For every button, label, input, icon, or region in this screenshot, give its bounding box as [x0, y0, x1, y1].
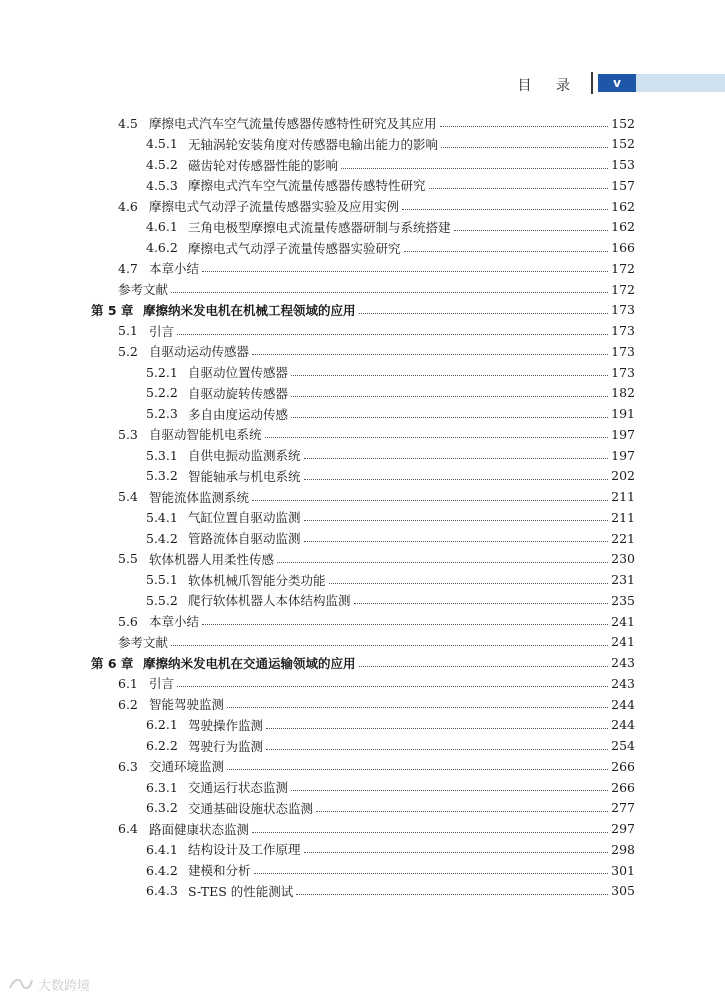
toc-dot-leader — [252, 353, 608, 355]
toc-entry-number: 5.2.3 — [146, 406, 178, 421]
toc-entry-page: 173 — [611, 364, 635, 380]
toc-entry-page: 166 — [611, 240, 635, 255]
toc-entry-page: 305 — [611, 883, 635, 899]
toc-entry-title: 摩擦电式气动浮子流量传感器实验研究 — [188, 240, 401, 256]
toc-entry-page: 243 — [611, 655, 635, 670]
toc-entry-page: 297 — [611, 821, 635, 836]
toc-entry-page: 230 — [611, 551, 635, 567]
toc-entry-number: 6.4.3 — [146, 883, 178, 899]
toc-entry-number: 6.2.1 — [146, 717, 178, 733]
toc-entry-page: 254 — [611, 738, 635, 753]
toc-section-entry[interactable] — [118, 340, 635, 362]
toc-section-entry[interactable] — [118, 112, 635, 134]
toc-subsection-entry[interactable] — [146, 776, 635, 798]
toc-entry-page: 173 — [611, 323, 635, 338]
toc-entry-title: 引言 — [149, 676, 175, 692]
toc-entry-page: 266 — [611, 758, 635, 774]
toc-entry-page: 301 — [611, 862, 635, 878]
toc-dot-leader — [277, 561, 608, 563]
toc-entry-page: 211 — [611, 509, 635, 525]
toc-entry-page: 182 — [611, 385, 635, 401]
toc-entry-title: 摩擦电式汽车空气流量传感器传感特性研究及其应用 — [149, 116, 437, 131]
toc-dot-leader — [404, 250, 609, 252]
toc-entry-page: 197 — [611, 426, 635, 442]
toc-entry-number: 5.2.2 — [146, 385, 178, 401]
toc-entry-number: 5.5 — [118, 551, 138, 567]
toc-entry-number: 5.3 — [118, 426, 138, 442]
toc-entry-page: 153 — [611, 157, 635, 172]
toc-subsection-entry[interactable] — [146, 216, 635, 238]
toc-subsection-entry[interactable] — [146, 714, 635, 736]
toc-entry-title: 交通基础设施状态监测 — [188, 800, 314, 816]
toc-subsection-entry[interactable] — [146, 403, 635, 425]
toc-entry-number: 6.2 — [118, 696, 138, 712]
toc-dot-leader — [254, 872, 609, 874]
toc-subsection-entry[interactable] — [146, 133, 635, 155]
toc-entry-title: 交通环境监测 — [149, 759, 225, 775]
toc-entry-title: 无轴涡轮安装角度对传感器电输出能力的影响 — [188, 136, 439, 152]
toc-entry-page: 162 — [611, 198, 635, 214]
toc-entry-title: 建模和分析 — [188, 863, 251, 878]
toc-entry-number: 4.5.3 — [146, 177, 178, 193]
toc-dot-leader — [429, 187, 609, 189]
toc-entry-number: 5.5.2 — [146, 592, 178, 608]
toc-subsection-entry[interactable] — [146, 506, 635, 528]
toc-entry-number: 5.4.2 — [146, 530, 178, 546]
toc-dot-leader — [227, 706, 608, 708]
toc-section-entry[interactable] — [118, 610, 635, 632]
toc-entry-page: 152 — [611, 115, 635, 131]
toc-entry-title: 智能轴承与机电系统 — [188, 468, 301, 484]
toc-dot-leader — [171, 291, 608, 293]
toc-entry-page: 241 — [611, 613, 635, 629]
toc-entry-title: 摩擦电式汽车空气流量传感器传感特性研究 — [188, 178, 426, 194]
page-number-badge: v — [598, 74, 636, 92]
toc-dot-leader — [329, 582, 609, 584]
toc-entry-title: 驾驶操作监测 — [188, 717, 264, 733]
toc-subsection-entry[interactable] — [146, 444, 635, 466]
toc-section-entry[interactable] — [118, 693, 635, 715]
toc-dot-leader — [252, 831, 608, 833]
toc-section-entry[interactable] — [118, 195, 635, 217]
toc-dot-leader — [440, 125, 609, 127]
toc-entry-number: 6.3.2 — [146, 800, 178, 816]
toc-dot-leader — [265, 436, 609, 438]
toc-section-entry[interactable] — [118, 278, 635, 300]
toc-subsection-entry[interactable] — [146, 382, 635, 404]
toc-entry-title: 三角电极型摩擦电式流量传感器研制与系统搭建 — [188, 219, 451, 235]
toc-section-entry[interactable] — [118, 548, 635, 570]
toc-entry-title: 摩擦纳米发电机在机械工程领域的应用 — [143, 302, 356, 318]
toc-subsection-entry[interactable] — [146, 174, 635, 196]
toc-section-entry[interactable] — [118, 818, 635, 840]
toc-section-entry[interactable] — [118, 486, 635, 508]
toc-dot-leader — [304, 540, 609, 542]
toc-entry-number: 5.3.2 — [146, 468, 178, 484]
toc-dot-leader — [304, 457, 609, 459]
toc-entry-number: 6.4.2 — [146, 862, 178, 878]
toc-dot-leader — [177, 333, 608, 335]
toc-entry-title: 自驱动运动传感器 — [149, 344, 250, 360]
toc-entry-page: 152 — [611, 136, 635, 152]
toc-chapter-entry[interactable] — [91, 652, 635, 674]
toc-entry-page: 211 — [611, 489, 635, 504]
toc-chapter-entry[interactable] — [91, 299, 635, 321]
toc-entry-page: 235 — [611, 592, 635, 608]
toc-subsection-entry[interactable] — [146, 465, 635, 487]
toc-subsection-entry[interactable] — [146, 527, 635, 549]
toc-subsection-entry[interactable] — [146, 361, 635, 383]
header-divider — [591, 72, 593, 94]
toc-entry-page: 221 — [611, 530, 635, 546]
toc-dot-leader — [441, 146, 608, 148]
toc-entry-number: 5.6 — [118, 613, 138, 629]
toc-section-entry[interactable] — [118, 423, 635, 445]
toc-entry-title: 交通运行状态监测 — [188, 780, 289, 795]
toc-entry-title: 智能流体监测系统 — [149, 489, 250, 505]
toc-entry-page: 172 — [611, 281, 635, 297]
toc-entry-title: 自驱动位置传感器 — [188, 365, 289, 380]
toc-entry-title: 多自由度运动传感 — [188, 406, 289, 422]
toc-dot-leader — [354, 602, 609, 604]
toc-entry-number: 5.5.1 — [146, 572, 178, 587]
toc-subsection-entry[interactable] — [146, 797, 635, 819]
toc-entry-page: 266 — [611, 779, 635, 795]
running-header — [0, 72, 725, 96]
toc-entry-page: 157 — [611, 177, 635, 193]
toc-entry-number: 6.3 — [118, 758, 138, 774]
toc-entry-number: 第 6 章 — [91, 655, 134, 671]
toc-dot-leader — [304, 851, 609, 853]
toc-section-entry[interactable] — [118, 672, 635, 694]
toc-dot-leader — [252, 499, 608, 501]
toc-subsection-entry[interactable] — [146, 589, 635, 611]
toc-dot-leader — [291, 395, 608, 397]
toc-entry-page: 243 — [611, 675, 635, 691]
toc-section-entry[interactable] — [118, 320, 635, 342]
toc-entry-title: 管路流体自驱动监测 — [188, 531, 301, 546]
toc-entry-title: 磁齿轮对传感器性能的影响 — [188, 157, 339, 173]
toc-entry-title: 引言 — [149, 323, 175, 339]
toc-entry-number: 4.7 — [118, 260, 138, 276]
toc-entry-page: 202 — [611, 468, 635, 484]
toc-dot-leader — [341, 167, 608, 169]
header-color-bar — [636, 74, 725, 92]
toc-entry-number: 6.4 — [118, 821, 138, 836]
toc-dot-leader — [227, 768, 608, 770]
toc-entry-title: 摩擦纳米发电机在交通运输领域的应用 — [143, 655, 356, 671]
toc-entry-title: 参考文献 — [118, 282, 169, 297]
toc-subsection-entry[interactable] — [146, 880, 635, 902]
toc-entry-title: 本章小结 — [149, 614, 200, 629]
toc-entry-title: 驾驶行为监测 — [188, 738, 264, 754]
watermark-logo-icon — [8, 976, 34, 992]
toc-entry-page: 244 — [611, 696, 635, 712]
toc-entry-number: 6.3.1 — [146, 779, 178, 795]
toc-entry-page: 173 — [611, 302, 635, 318]
toc-entry-number: 4.6.1 — [146, 219, 178, 235]
toc-dot-leader — [202, 270, 608, 272]
toc-entry-title: 自驱动智能机电系统 — [149, 427, 262, 443]
toc-entry-number: 6.1 — [118, 675, 138, 691]
toc-entry-page: 241 — [611, 634, 635, 650]
toc-entry-number: 5.4.1 — [146, 509, 178, 525]
toc-entry-number: 4.5.2 — [146, 157, 178, 172]
toc-subsection-entry[interactable] — [146, 838, 635, 860]
toc-entry-title: 路面健康状态监测 — [149, 821, 250, 837]
toc-subsection-entry[interactable] — [146, 237, 635, 259]
toc-entry-title: 气缸位置自驱动监测 — [188, 510, 301, 526]
toc-dot-leader — [266, 748, 608, 750]
toc-entry-title: 摩擦电式气动浮子流量传感器实验及应用实例 — [149, 199, 400, 214]
toc-section-entry[interactable] — [118, 631, 635, 653]
toc-entry-page: 191 — [611, 406, 635, 421]
toc-entry-title: 智能驾驶监测 — [149, 697, 225, 712]
toc-entry-title: 爬行软体机器人本体结构监测 — [188, 593, 351, 609]
toc-dot-leader — [171, 644, 608, 646]
toc-subsection-entry[interactable] — [146, 569, 635, 591]
toc-entry-number: 5.1 — [118, 323, 138, 338]
toc-dot-leader — [454, 229, 609, 231]
toc-entry-title: 自供电振动监测系统 — [188, 448, 301, 463]
toc-entry-page: 197 — [611, 447, 635, 463]
toc-entry-number: 4.5 — [118, 115, 138, 131]
watermark — [8, 974, 90, 994]
toc-entry-page: 277 — [611, 800, 635, 816]
toc-dot-leader — [266, 727, 608, 729]
toc-dot-leader — [291, 416, 608, 418]
toc-dot-leader — [304, 519, 609, 521]
toc-entry-title: S-TES 的性能测试 — [188, 883, 294, 899]
watermark-text: 大数跨境 — [38, 978, 91, 994]
toc-entry-title: 参考文献 — [118, 634, 169, 650]
toc-dot-leader — [359, 312, 609, 314]
toc-entry-title: 结构设计及工作原理 — [188, 842, 301, 858]
toc-dot-leader — [316, 810, 608, 812]
toc-entry-number: 5.3.1 — [146, 447, 178, 463]
toc-entry-title: 自驱动旋转传感器 — [188, 385, 289, 401]
toc-entry-title: 本章小结 — [149, 261, 200, 277]
toc-entry-number: 4.5.1 — [146, 136, 178, 152]
toc-dot-leader — [359, 665, 609, 667]
toc-dot-leader — [402, 208, 608, 210]
toc-subsection-entry[interactable] — [146, 735, 635, 757]
toc-section-entry[interactable] — [118, 257, 635, 279]
toc-subsection-entry[interactable] — [146, 859, 635, 881]
toc-dot-leader — [291, 789, 608, 791]
toc-dot-leader — [202, 623, 608, 625]
toc-dot-leader — [177, 685, 608, 687]
toc-entry-number: 6.4.1 — [146, 841, 178, 857]
toc-dot-leader — [296, 893, 608, 895]
toc-entry-page: 172 — [611, 260, 635, 276]
toc-entry-page: 231 — [611, 572, 635, 587]
toc-entry-title: 软体机械爪智能分类功能 — [188, 572, 326, 588]
toc-entry-number: 5.2 — [118, 343, 138, 359]
toc-entry-number: 第 5 章 — [91, 302, 134, 318]
toc-dot-leader — [291, 374, 608, 376]
toc-entry-number: 5.2.1 — [146, 364, 178, 380]
toc-entry-page: 173 — [611, 343, 635, 359]
toc-entry-number: 4.6.2 — [146, 240, 178, 255]
toc-entry-page: 244 — [611, 717, 635, 733]
toc-entry-page: 298 — [611, 841, 635, 857]
toc-subsection-entry[interactable] — [146, 154, 635, 176]
toc-entry-title: 软体机器人用柔性传感 — [149, 551, 275, 567]
toc-dot-leader — [304, 478, 609, 480]
toc-entry-number: 6.2.2 — [146, 738, 178, 753]
toc-entry-page: 162 — [611, 219, 635, 235]
toc-section-entry[interactable] — [118, 755, 635, 777]
toc-entry-number: 5.4 — [118, 489, 138, 504]
toc-entry-number: 4.6 — [118, 198, 138, 214]
header-title: 目 录 — [517, 78, 580, 94]
